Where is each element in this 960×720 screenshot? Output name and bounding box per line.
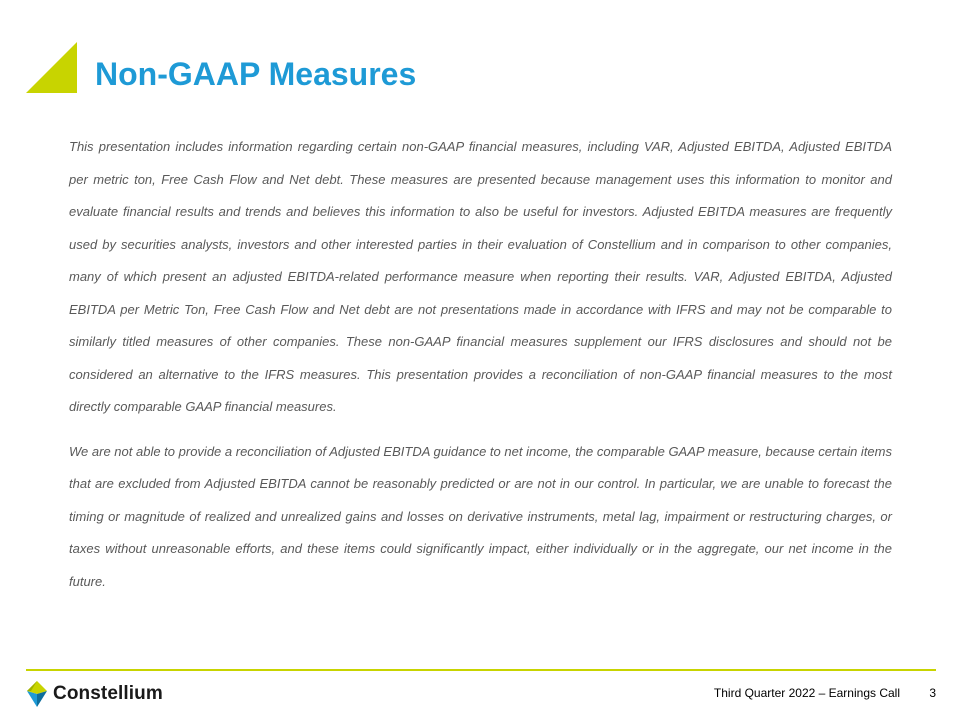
logo-wordmark: Constellium xyxy=(53,683,163,704)
footer-caption: Third Quarter 2022 – Earnings Call xyxy=(713,686,900,700)
page-number: 3 xyxy=(929,686,936,700)
corner-triangle-icon xyxy=(26,42,77,93)
page-title: Non-GAAP Measures xyxy=(95,56,417,92)
constellium-logo-icon xyxy=(26,680,48,708)
constellium-logo xyxy=(26,680,163,708)
paragraph-ebitda-guidance: We are not able to provide a reconciliation of Adjusted EBITDA guidance to net income, the comparable GAAP measure, because certain items that are excluded from Adjusted EBITDA cannot be reasonably predicted or are not in our control. In particular, we are unable to forecast the timing or magnitude of realized and unrealized gains and losses on derivative instruments, metal lag, impairment or restructuring charges, or taxes without unreasonable efforts, and these items could significantly impact, either individually or in the aggregate, our net income in the future. xyxy=(69,443,892,589)
paragraph-non-gaap-intro: This presentation includes information regarding certain non-GAAP financial measures, including VAR, Adjusted EBITDA, Adjusted EBITDA per metric ton, Free Cash Flow and Net debt. These measures are presented because management uses this information to monitor and evaluate financial results and trends and believes this information to also be useful for investors. Adjusted EBITDA measures are frequently used by securities analysts, investors and other interested parties in their evaluation of Constellium and in comparison to other companies, many of which present an adjusted EBITDA-related performance measure when reporting their results. VAR, Adjusted EBITDA, Adjusted EBITDA per Metric Ton, Free Cash Flow and Net debt are not presentations made in accordance with IFRS and may not be comparable to similarly titled measures of other companies. These non-GAAP financial measures supplement our IFRS disclosures and should not be considered an alternative to the IFRS measures. This presentation provides a reconciliation of non-GAAP financial measures to the most directly comparable GAAP financial measures. xyxy=(69,139,892,414)
body-text xyxy=(69,131,892,610)
footer-divider xyxy=(26,669,936,671)
